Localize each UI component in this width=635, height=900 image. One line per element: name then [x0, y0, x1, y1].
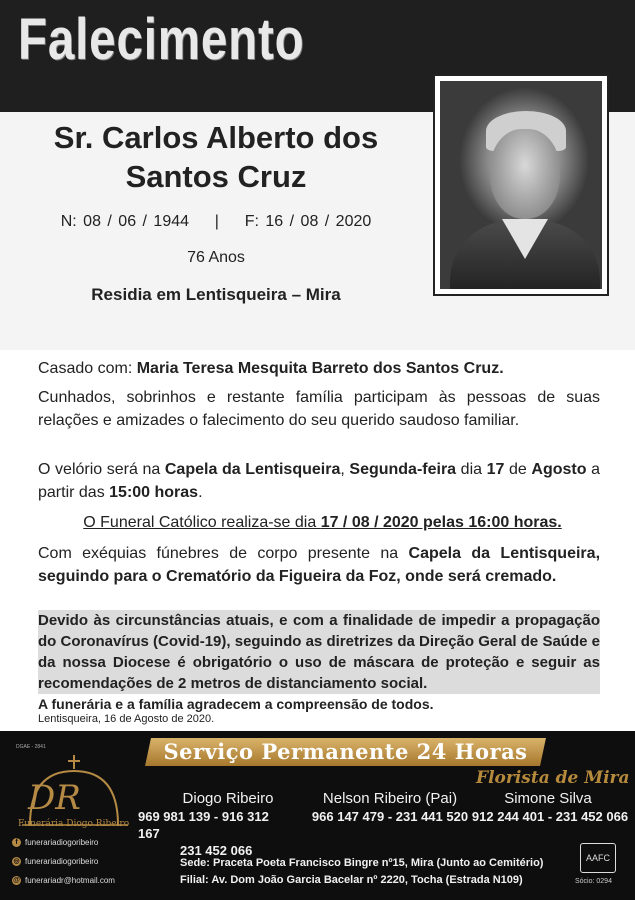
- wake-info: [38, 458, 600, 504]
- portrait-photo: [440, 81, 602, 289]
- wake-text-7: de: [504, 461, 532, 478]
- wake-day: 17: [486, 461, 505, 478]
- dgae-code: DGAE - 2841: [16, 744, 46, 750]
- wake-text-11: .: [198, 484, 203, 501]
- age: 76 Anos: [187, 249, 245, 266]
- place-date: Lentisqueira, 16 de Agosto de 2020.: [38, 713, 215, 725]
- deceased-name-line2: Santos Cruz: [125, 159, 307, 194]
- contact-name-simone: Simone Silva: [504, 790, 592, 807]
- thanks-note: A funerária e a família agradecem a compreensão de todos.: [38, 696, 434, 712]
- wake-text-5: dia: [456, 461, 487, 478]
- residence: Residia em Lentisqueira – Mira: [91, 285, 341, 304]
- page-title: Falecimento: [18, 7, 305, 72]
- married-to: [38, 357, 600, 380]
- funeral-date-time: 17 / 08 / 2020 pelas 16:00 horas.: [320, 514, 562, 531]
- address-sede: Sede: Praceta Poeta Francisco Bingre nº15, Mira (Junto ao Cemitério): [180, 857, 544, 869]
- logo-cross-icon: [68, 755, 80, 769]
- facebook-icon: f: [12, 838, 21, 847]
- contact-phones-diogo: [138, 808, 288, 859]
- aafc-badge: AAFC: [580, 843, 616, 873]
- married-prefix: Casado com:: [38, 360, 137, 377]
- instagram-icon: ◎: [13, 858, 20, 865]
- logo-name: Funerária Diogo Ribeiro: [18, 819, 130, 829]
- wake-text-3: ,: [340, 461, 350, 478]
- covid-notice-text: Devido às circunstâncias atuais, e com a finalidade de impedir a propagação do Coronavírus (Covid-19), seguindo as diretrizes da Direção Geral de Saúde e da nossa Diocese é obrigatório o uso de máscara de proteção e seguir as recomendações de 2 metros de distanciamento social.: [38, 612, 600, 692]
- service-banner-text: Serviço Permanente 24 Horas: [163, 739, 528, 764]
- exequias-location: Capela da Lentisqueira: [408, 545, 596, 562]
- exequias-text-1: Com exéquias fúnebres de corpo presente na: [38, 545, 409, 562]
- contact-phones-simone: 912 244 401 - 231 452 066: [471, 809, 629, 824]
- wake-location: Capela da Lentisqueira: [164, 461, 341, 478]
- email-icon: @: [13, 877, 20, 884]
- covid-notice: [38, 610, 600, 694]
- socio-number: Sócio: 0294: [575, 878, 612, 885]
- wake-month: Agosto: [531, 461, 587, 478]
- logo-initials: DR: [28, 778, 81, 818]
- exequias-info: [38, 542, 600, 588]
- deceased-name: [16, 118, 416, 196]
- contact-phones-diogo-line2: 231 452 066: [180, 843, 253, 858]
- funeral-text-1: O Funeral Católico realiza-se dia: [83, 514, 321, 531]
- exequias-text-3: , seguindo para o Crematório da Figueira da Foz, onde será cremado.: [38, 545, 601, 585]
- contact-name-nelson: Nelson Ribeiro (Pai): [322, 790, 458, 807]
- social-facebook[interactable]: [12, 838, 98, 847]
- spouse-name: Maria Teresa Mesquita Barreto dos Santos Cruz.: [136, 360, 504, 377]
- birth-death-dates: N: 08 / 06 / 1944 | F: 16 / 08 / 2020: [60, 213, 372, 230]
- social-email-text: funerariadr@hotmail.com: [25, 876, 115, 885]
- portrait-face: [490, 129, 560, 219]
- wake-text-1: O velório será na: [38, 461, 165, 478]
- florista-label: Florista de Mira: [476, 768, 630, 788]
- wake-text-9: a partir das: [38, 461, 601, 501]
- address-filial: Filial: Av. Dom João Garcia Bacelar nº 2220, Tocha (Estrada N109): [180, 874, 523, 886]
- deceased-name-line1: Sr. Carlos Alberto dos: [53, 120, 379, 155]
- addresses: [180, 855, 543, 889]
- social-instagram-text: funerariadiogoribeiro: [25, 857, 99, 866]
- wake-time: 15:00 horas: [109, 484, 199, 501]
- social-facebook-text: funerariadiogoribeiro: [25, 838, 99, 847]
- social-email[interactable]: [12, 876, 115, 885]
- contact-name-diogo: Diogo Ribeiro: [182, 790, 274, 807]
- social-instagram[interactable]: [12, 857, 98, 866]
- contact-phones-diogo-line1: 969 981 139 - 916 312 167: [138, 809, 269, 841]
- family-announcement: Cunhados, sobrinhos e restante família participam às pessoas de suas relações e amizades o falecimento do seu querido saudoso familiar.: [38, 389, 600, 429]
- contact-phones-nelson: 966 147 479 - 231 441 520: [311, 809, 469, 824]
- wake-weekday: Segunda-feira: [349, 461, 457, 478]
- funeral-info: [45, 511, 600, 534]
- portrait-frame: [433, 74, 609, 296]
